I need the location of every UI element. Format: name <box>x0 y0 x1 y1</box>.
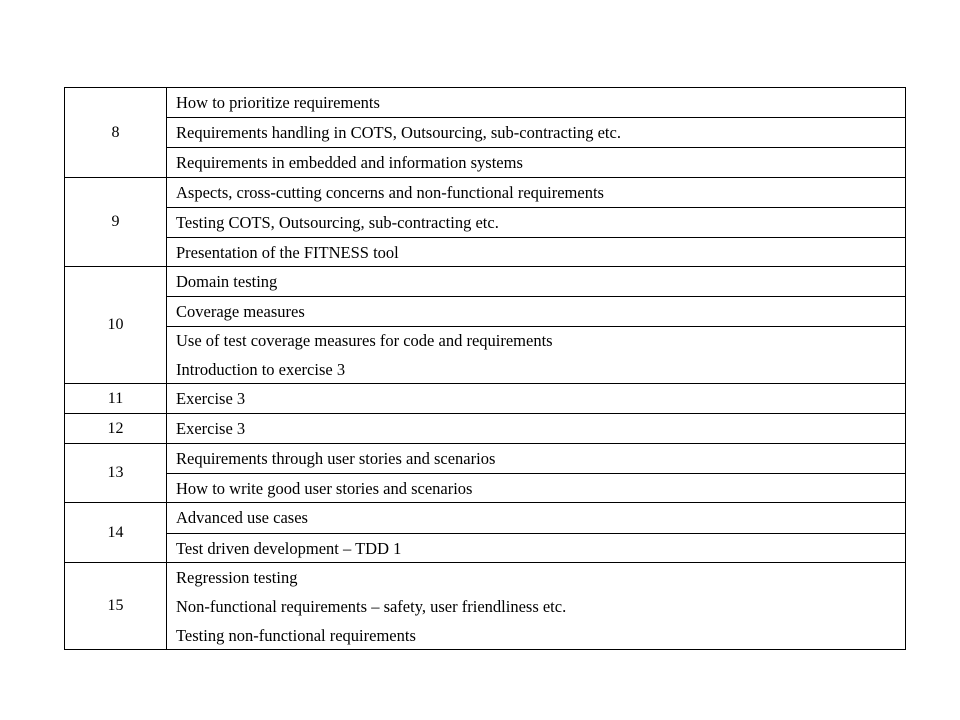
week-number: 13 <box>65 444 167 502</box>
topic-line: Exercise 3 <box>176 389 246 408</box>
week-group-15 <box>65 562 905 649</box>
topic-line: Domain testing <box>176 271 278 291</box>
topic-line: Introduction to exercise 3 <box>176 359 346 379</box>
week-group-14 <box>65 502 905 562</box>
week-number: 15 <box>65 563 167 649</box>
topic-line: Testing non-functional requirements <box>176 625 416 645</box>
topic-line: Presentation of the FITNESS tool <box>167 237 905 267</box>
week-group-9 <box>65 177 905 266</box>
topic-line: Advanced use cases <box>176 508 308 527</box>
topic-line: Requirements handling in COTS, Outsourcing, sub-contracting etc. <box>167 117 905 147</box>
topic-line: How to write good user stories and scenarios <box>167 473 905 503</box>
topic-line: Testing COTS, Outsourcing, sub-contracting etc. <box>167 207 905 237</box>
topic-line: Use of test coverage measures for code and requirements <box>167 326 905 355</box>
week-number: 14 <box>65 503 167 562</box>
topic-line: Test driven development – TDD 1 <box>167 533 905 563</box>
topic-line: Aspects, cross-cutting concerns and non-functional requirements <box>176 182 604 202</box>
topic-line: Requirements through user stories and scenarios <box>176 448 496 468</box>
week-group-11 <box>65 383 905 413</box>
week-number: 12 <box>65 414 167 443</box>
week-group-8 <box>65 88 905 177</box>
topic-line: Non-functional requirements – safety, user friendliness etc. <box>176 596 567 616</box>
topic-line: Requirements in embedded and information systems <box>167 147 905 177</box>
week-number: 11 <box>65 384 167 413</box>
week-number: 10 <box>65 267 167 383</box>
week-group-12 <box>65 413 905 443</box>
week-number: 8 <box>65 88 167 177</box>
topic-line: Regression testing <box>176 568 298 587</box>
week-group-10 <box>65 266 905 383</box>
week-group-13 <box>65 443 905 502</box>
week-number: 9 <box>65 178 167 266</box>
topic-line: Coverage measures <box>167 296 905 326</box>
topic-line: How to prioritize requirements <box>176 92 380 112</box>
topic-line: Exercise 3 <box>176 419 246 438</box>
schedule-table <box>64 87 906 650</box>
